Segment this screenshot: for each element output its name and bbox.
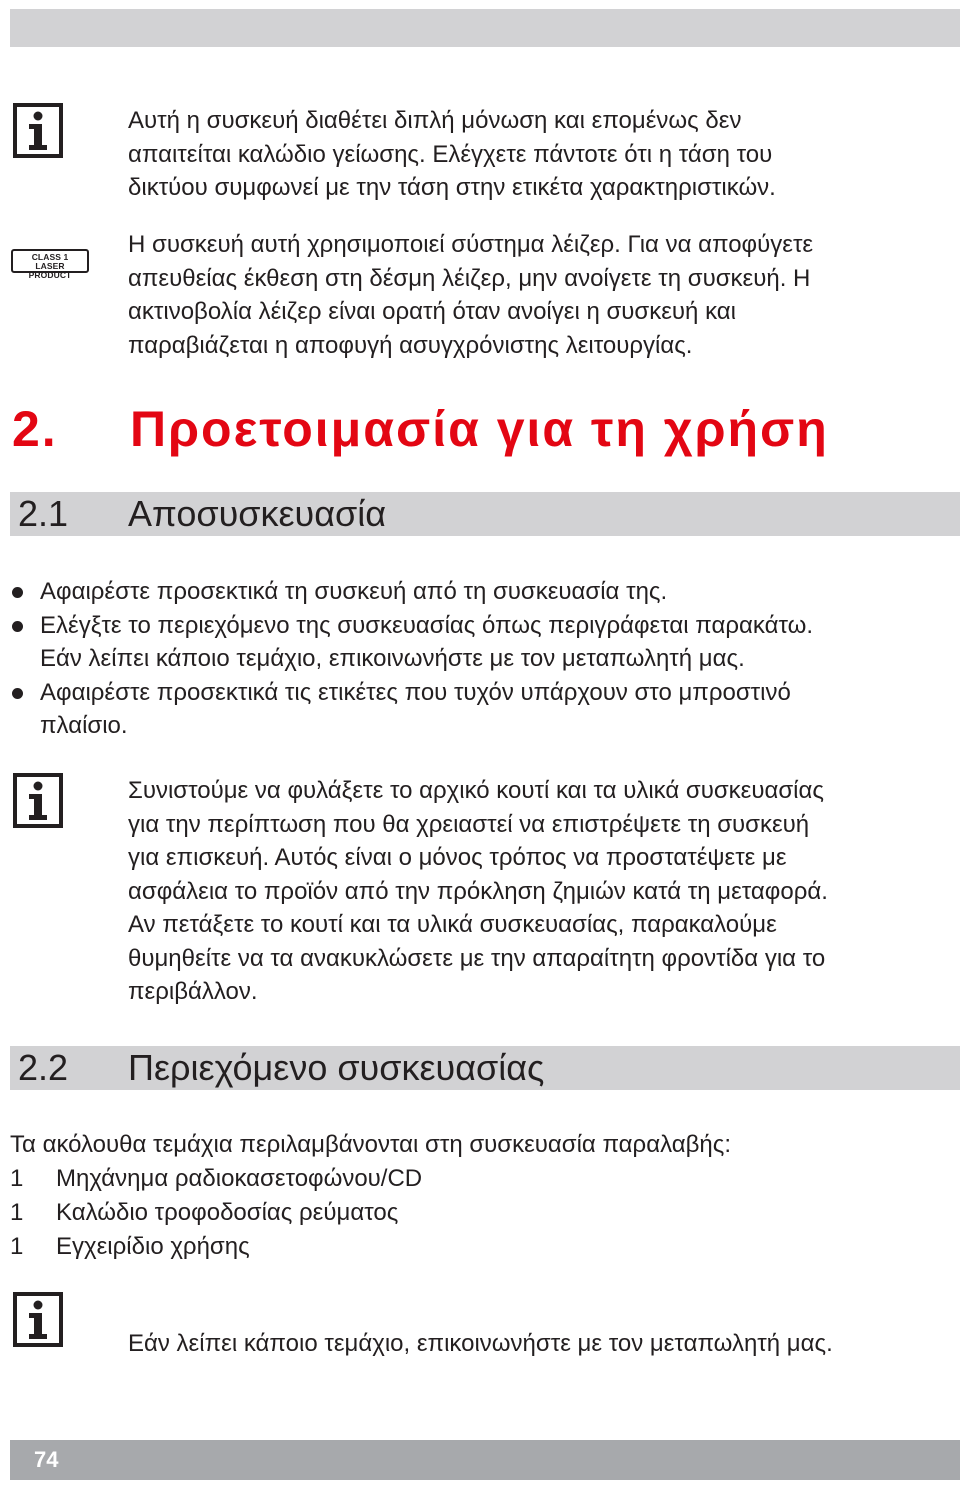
section-number: 2.1 [18,493,69,534]
package-contents [10,1128,950,1264]
list-item: 1 Εγχειρίδιο χρήσης [10,1233,250,1260]
section-number: 2.2 [18,1047,69,1088]
section-title: Περιεχόμενο συσκευασίας [128,1047,545,1088]
unpacking-steps [10,575,950,743]
list-item: Αφαιρέστε προσεκτικά τη συσκευή από τη συσκευασία της. [10,575,950,609]
section-heading-unpacking [10,492,960,536]
list-item: 1 Καλώδιο τροφοδοσίας ρεύματος [10,1199,399,1226]
bullet-icon [12,688,23,699]
laser-class-badge: CLASS 1 LASER PRODUCT [11,249,89,273]
insulation-note: Αυτή η συσκευή διαθέτει διπλή μόνωση και επομένως δεν απαιτείται καλώδιο γείωσης. Ελέγχετε πάντοτε ότι η τάση του δικτύου συμφωνεί με την τάση στην ετικέτα χαρακτηριστικών. [128,107,776,201]
page-number: 74 [34,1447,59,1472]
list-item: Αφαιρέστε προσεκτικά τις ετικέτες που τυχόν υπάρχουν στο μπροστινό πλαίσιο. [10,676,950,743]
chapter-heading [12,400,829,458]
list-item: 1 Μηχάνημα ραδιοκασετοφώνου/CD [10,1165,423,1192]
chapter-number: 2. [12,401,58,457]
packaging-note: Συνιστούμε να φυλάξετε το αρχικό κουτί και τα υλικά συσκευασίας για την περίπτωση που θα χρειαστεί να επιστρέψετε τη συσκευή για επισκευή. Αυτός είναι ο μόνος τρόπος να προστατέψετε με ασφάλεια το προϊόν από την πρόκληση ζημιών κατά τη μεταφορά. Αν πετάξετε το κουτί και τα υλικά συσκευασίας, παρακαλούμε θυμηθείτε να τα ανακυκλώσετε με την απαραίτητη φροντίδα για το περιβάλλον. [128,777,828,1005]
footer-bar [10,1440,960,1480]
section-title: Αποσυσκευασία [128,493,387,534]
contents-intro: Τα ακόλουθα τεμάχια περιλαμβάνονται στη συσκευασία παραλαβής: [10,1131,731,1158]
bullet-icon [12,587,23,598]
laser-note: Η συσκευή αυτή χρησιμοποιεί σύστημα λέιζερ. Για να αποφύγετε απευθείας έκθεση στη δέσμη λέιζερ, μην ανοίγετε τη συσκευή. Η ακτινοβολία λέιζερ είναι ορατή όταν ανοίγει η συσκευή και παραβιάζεται η αποφυγή ασυγχρόνιστης λειτουργίας. [128,231,814,359]
info-icon [13,103,63,158]
chapter-title: Προετοιμασία για τη χρήση [130,401,829,457]
top-header-bar [10,9,960,47]
section-heading-contents [10,1046,960,1090]
info-icon [13,1292,63,1347]
missing-item-note: Εάν λείπει κάποιο τεμάχιο, επικοινωνήστε με τον μεταπωλητή μας. [128,1330,833,1357]
info-icon [13,773,63,828]
bullet-icon [12,621,23,632]
list-item: Ελέγξτε το περιεχόμενο της συσκευασίας όπως περιγράφεται παρακάτω. Εάν λείπει κάποιο τεμάχιο, επικοινωνήστε με τον μεταπωλητή μας. [10,609,950,676]
